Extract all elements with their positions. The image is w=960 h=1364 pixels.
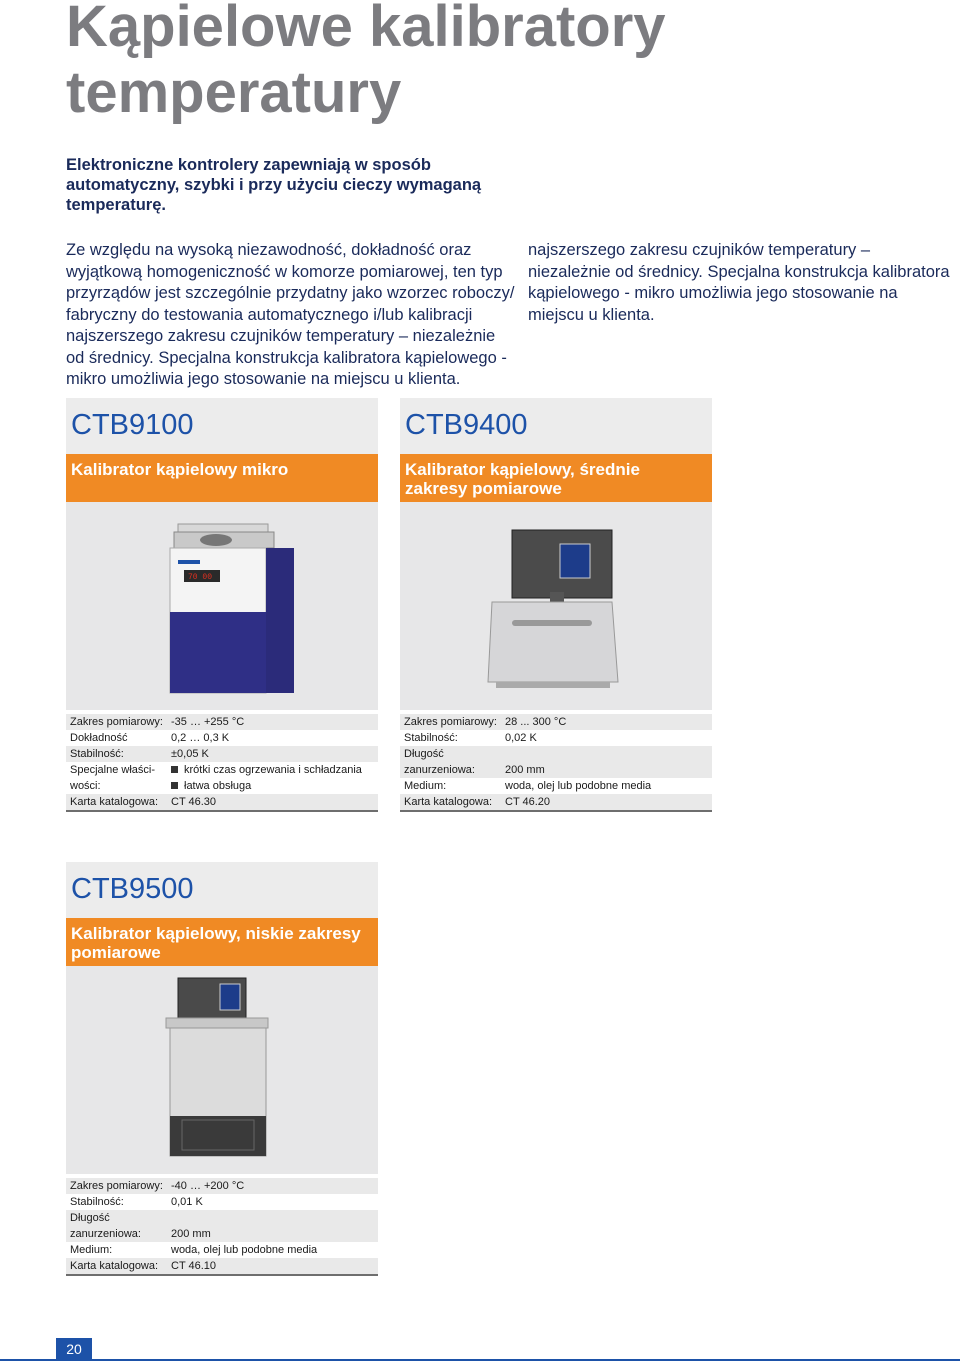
page-number: 20: [56, 1338, 92, 1360]
spec-row: Medium: woda, olej lub podobne media: [70, 1244, 318, 1256]
spec-row: Specjalne właści- krótki czas ogrzewania i schładzania: [70, 764, 362, 776]
product-header: [400, 398, 712, 454]
product-code: CTB9400: [405, 409, 528, 441]
spec-row: Stabilność: 0,01 K: [70, 1196, 203, 1208]
spec-row: Zakres pomiarowy: -35 … +255 °C: [66, 714, 378, 730]
product-subtitle: Kalibrator kąpielowy, niskie zakresy pomiarowe: [66, 918, 378, 966]
product-subtitle: Kalibrator kąpielowy mikro: [66, 454, 378, 502]
product-card-ctb9100: [66, 398, 378, 812]
title-line-1: Kąpielowe kalibratory: [66, 0, 666, 59]
spec-row: Zakres pomiarowy: -40 … +200 °C: [66, 1178, 378, 1194]
spec-row: Karta katalogowa: CT 46.20: [400, 794, 712, 812]
body-column-2: najszerszego zakresu czujników temperatury – niezależnie od średnicy. Specjalna konstrukcja kalibratora kąpielowego - mikro umożliwia jego stosowanie na miejscu u klienta.: [528, 241, 950, 324]
product-photo: [66, 502, 378, 710]
ctb9100-image: [66, 502, 378, 710]
footer-rule: [0, 1359, 960, 1361]
product-header: [66, 398, 378, 454]
spec-row: Dokładność 0,2 … 0,3 K: [70, 732, 230, 744]
spec-row: Długość: [400, 746, 712, 762]
bullet-icon: [171, 782, 178, 789]
ctb9400-image: [400, 502, 712, 710]
product-code: CTB9100: [71, 409, 194, 441]
spec-row: Zakres pomiarowy: 28 ... 300 °C: [400, 714, 712, 730]
product-card-ctb9400: [400, 398, 712, 812]
spec-row: zanurzeniowa: 200 mm: [400, 762, 712, 778]
page-title: [66, 0, 926, 126]
spec-row: Stabilność: ±0,05 K: [66, 746, 378, 762]
spec-table: [400, 714, 712, 812]
spec-row: zanurzeniowa: 200 mm: [66, 1226, 378, 1242]
product-photo: [66, 966, 378, 1174]
spec-row: Długość: [66, 1210, 378, 1226]
product-subtitle: Kalibrator kąpielowy, średnie zakresy pomiarowe: [400, 454, 712, 502]
product-header: [66, 862, 378, 918]
spec-table: [66, 1178, 378, 1276]
spec-row: Medium: woda, olej lub podobne media: [404, 780, 652, 792]
spec-row: wości: łatwa obsługa: [70, 780, 252, 792]
product-card-ctb9500: [66, 862, 378, 1276]
display-readout: 70 00: [188, 573, 213, 582]
spec-row: Stabilność: 0,02 K: [404, 732, 537, 744]
spec-row: Karta katalogowa: CT 46.30: [66, 794, 378, 812]
body-column-1: Ze względu na wysoką niezawodność, dokładność oraz wyjątkową homogeniczność w komorze pomiarowej, ten typ przyrządów jest szczególnie przydatny jako wzorzec roboczy/ fabryczny do testowania automatycznego i/lub kalibracji najszerszego zakresu czujników temperatury – niezależnie od średnicy. Specjalna konstrukcja kalibratora kąpielowego - mikro umożliwia jego stosowanie na miejscu u klienta.: [66, 241, 515, 388]
title-line-2: temperatury: [66, 60, 402, 125]
bullet-icon: [171, 766, 178, 773]
spec-table: [66, 714, 378, 812]
ctb9500-image: [66, 966, 378, 1174]
spec-row: Karta katalogowa: CT 46.10: [66, 1258, 378, 1276]
lead-paragraph: Elektroniczne kontrolery zapewniają w sposób automatyczny, szybki i przy użyciu cieczy wymaganą temperaturę.: [66, 156, 482, 214]
product-photo: [400, 502, 712, 710]
product-code: CTB9500: [71, 873, 194, 905]
